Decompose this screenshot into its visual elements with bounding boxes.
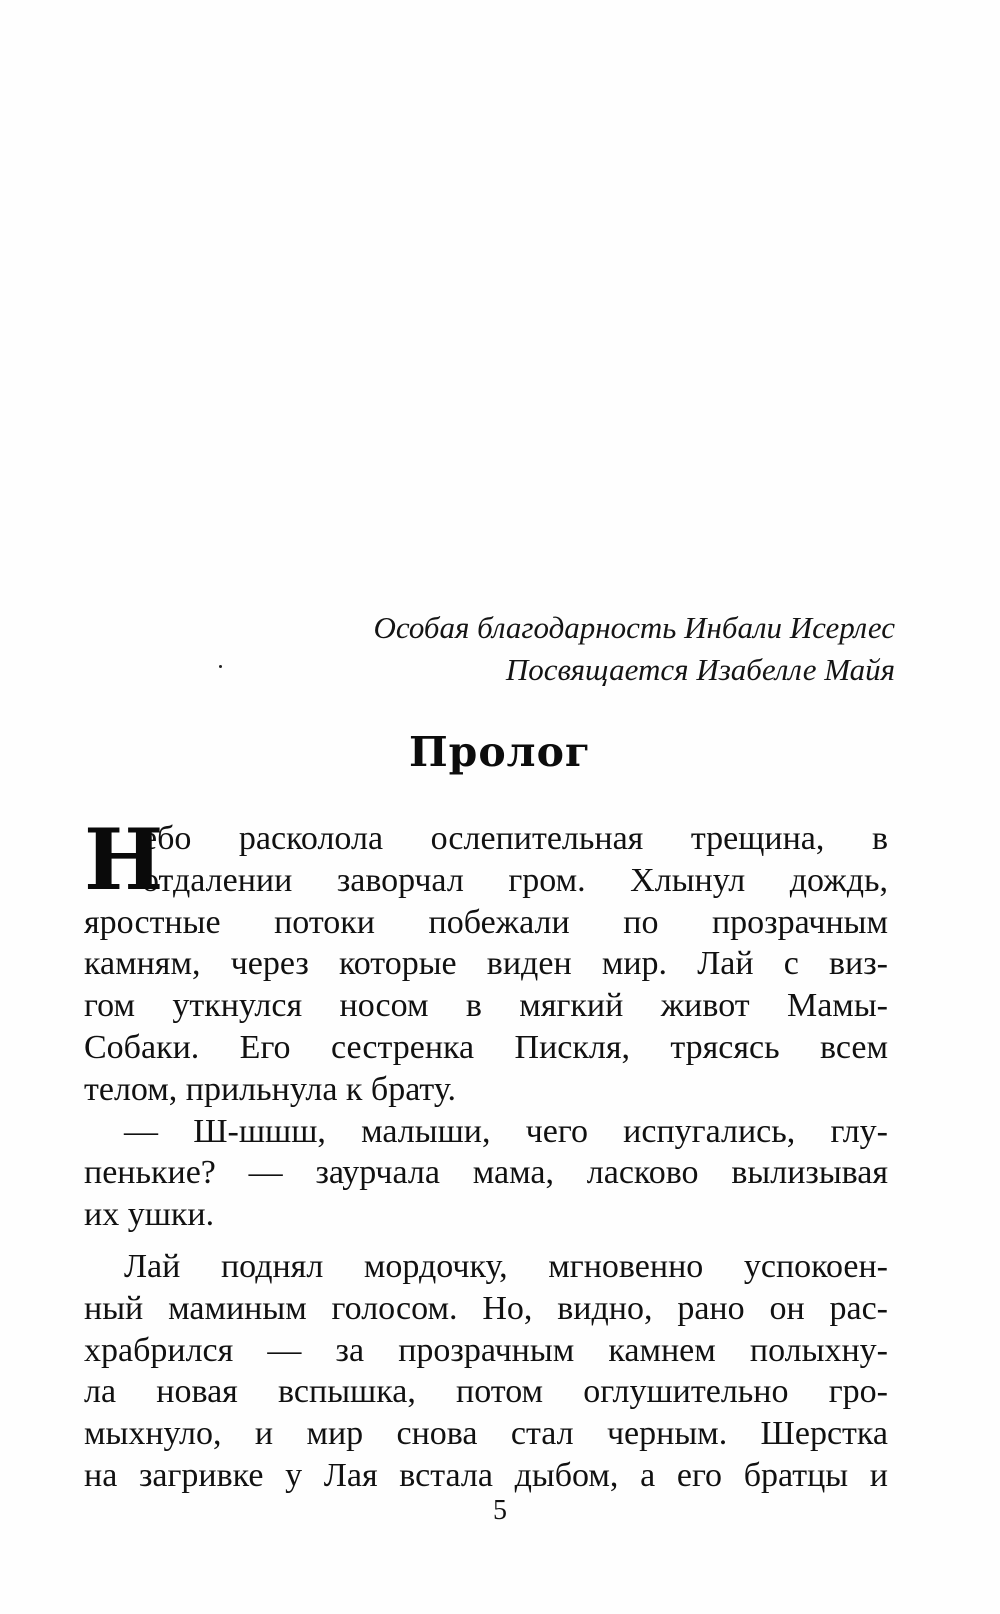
text-line: Лай поднял мордочку, мгновенно успокоен- <box>124 1247 888 1285</box>
text-line: ебо расколола ослепительная трещина, в <box>142 820 888 857</box>
dedication-line-2: Посвящается Изабелле Майя <box>505 652 895 687</box>
chapter-title: Пролог <box>408 728 592 776</box>
text-line: — Ш-шшш, малыши, чего испугались, глу- <box>124 1112 888 1150</box>
text-line: храбрился — за прозрачным камнем полыхну- <box>84 1331 888 1369</box>
text-line: их ушки. <box>84 1196 215 1234</box>
page-number: 5 <box>493 1495 507 1526</box>
dedication <box>373 607 895 691</box>
show-through-text <box>95 95 895 137</box>
text-line: на загривке у Лая встала дыбом, а его братцы и <box>84 1456 888 1494</box>
dedication-line-1: Особая благодарность Инбали Исерлес <box>373 610 895 645</box>
text-line: мыхнуло, и мир снова стал черным. Шерстка <box>84 1415 888 1453</box>
text-line: телом, прильнула к брату. <box>84 1070 456 1108</box>
text-line: ла новая вспышка, потом оглушительно гро- <box>84 1373 888 1411</box>
body-text <box>84 810 888 1497</box>
ink-speck <box>219 665 222 668</box>
text-line: яростные потоки побежали по прозрачным <box>84 903 888 941</box>
text-line: Собаки. Его сестренка Пискля, трясясь всем <box>84 1028 888 1066</box>
text-line: камням, через которые виден мир. Лай с виз- <box>84 945 888 983</box>
text-line: пенькие? — заурчала мама, ласково вылизывая <box>84 1154 888 1192</box>
text-line: гом уткнулся носом в мягкий живот Мамы- <box>84 987 888 1025</box>
text-line: ный маминым голосом. Но, видно, рано он рас- <box>84 1289 888 1327</box>
text-line: отдалении заворчал гром. Хлынул дождь, <box>142 861 888 899</box>
drop-cap: Н <box>84 810 164 909</box>
